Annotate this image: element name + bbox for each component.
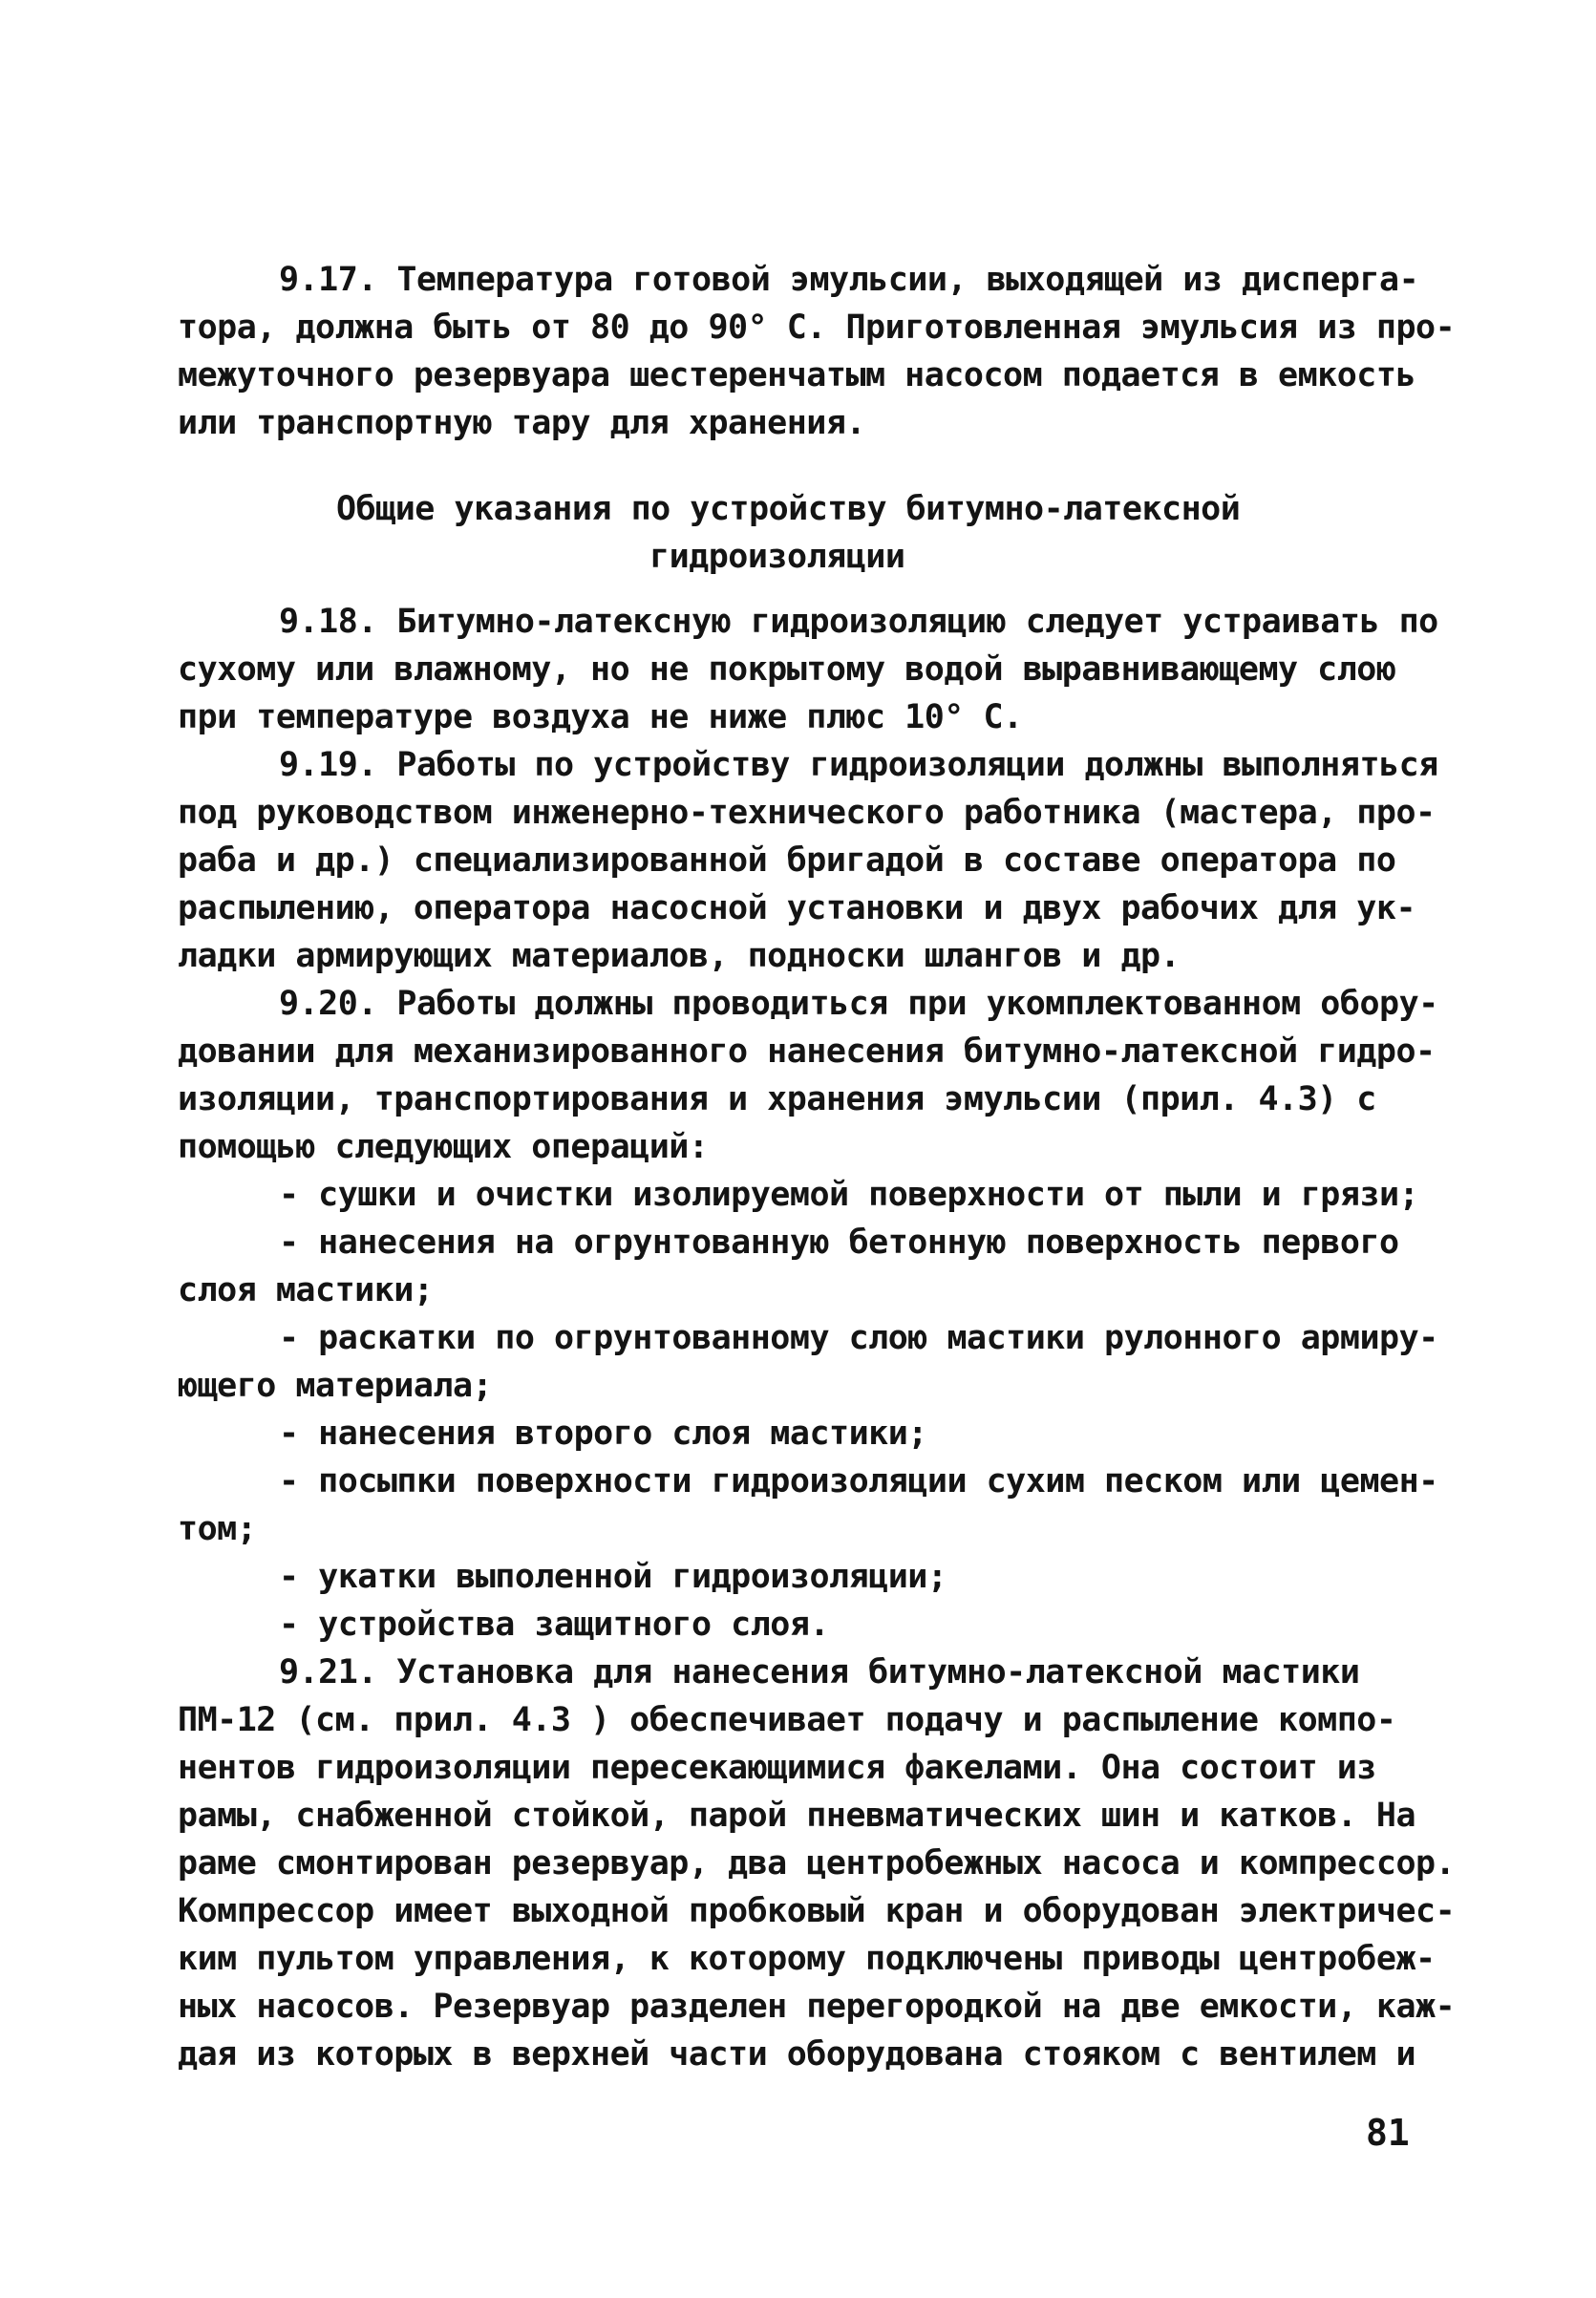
text-line: под руководством инженерно-технического работника (мастера, про-: [178, 794, 1436, 832]
text-line: ладки армирующих материалов, подноски шлангов и др.: [178, 937, 1181, 975]
text-line: раме смонтирован резервуар, два центробежных насоса и компрессор.: [178, 1844, 1456, 1883]
section-heading: гидроизоляции: [649, 538, 905, 576]
text-line: рамы, снабженной стойкой, парой пневматических шин и катков. На: [178, 1797, 1416, 1835]
list-item: - посыпки поверхности гидроизоляции сухим песком или цемен-: [279, 1462, 1438, 1500]
list-item: - раскатки по огрунтованному слою мастики рулонного армиру-: [279, 1319, 1438, 1357]
text-line: при температуре воздуха не ниже плюс 10° С.: [178, 698, 1023, 736]
text-line: изоляции, транспортирования и хранения эмульсии (прил. 4.3) с: [178, 1080, 1376, 1118]
text-line: межуточного резервуара шестеренчатым насосом подается в емкость: [178, 356, 1416, 394]
list-item: - укатки выполенной гидроизоляции;: [279, 1558, 947, 1596]
text-line: 9.18. Битумно-латексную гидроизоляцию следует устраивать по: [279, 603, 1438, 641]
text-line: том;: [178, 1510, 257, 1548]
text-line: или транспортную тару для хранения.: [178, 404, 866, 442]
text-line: помощью следующих операций:: [178, 1128, 709, 1166]
text-line: 9.21. Установка для нанесения битумно-латексной мастики: [279, 1653, 1360, 1692]
text-line: дая из которых в верхней части оборудована стояком с вентилем и: [178, 2035, 1416, 2074]
text-line: раба и др.) специализированной бригадой в составе оператора по: [178, 841, 1396, 880]
page-number: 81: [1366, 2112, 1410, 2154]
list-item: - сушки и очистки изолируемой поверхности от пыли и грязи;: [279, 1176, 1419, 1214]
text-line: ющего материала;: [178, 1367, 493, 1405]
text-line: 9.17. Температура готовой эмульсии, выходящей из дисперга-: [279, 261, 1419, 299]
text-line: 9.20. Работы должны проводиться при укомплектованном обору-: [279, 985, 1438, 1023]
text-line: нентов гидроизоляции пересекающимися факелами. Она состоит из: [178, 1749, 1376, 1787]
text-line: довании для механизированного нанесения битумно-латексной гидро-: [178, 1032, 1436, 1071]
text-line: распылению, оператора насосной установки и двух рабочих для ук-: [178, 889, 1416, 927]
list-item: - устройства защитного слоя.: [279, 1606, 830, 1644]
text-line: сухому или влажному, но не покрытому водой выравнивающему слою: [178, 650, 1396, 689]
text-line: ных насосов. Резервуар разделен перегородкой на две емкости, каж-: [178, 1988, 1456, 2026]
text-line: Компрессор имеет выходной пробковый кран и оборудован электричес-: [178, 1892, 1456, 1930]
list-item: - нанесения на огрунтованную бетонную поверхность первого: [279, 1223, 1399, 1262]
text-line: ПМ-12 (см. прил. 4.3 ) обеспечивает подачу и распыление компо-: [178, 1701, 1396, 1739]
text-line: 9.19. Работы по устройству гидроизоляции должны выполняться: [279, 746, 1438, 784]
text-line: слоя мастики;: [178, 1271, 434, 1309]
text-line: тора, должна быть от 80 до 90° С. Приготовленная эмульсия из про-: [178, 309, 1456, 347]
section-heading: Общие указания по устройству битумно-латексной: [336, 490, 1241, 528]
list-item: - нанесения второго слоя мастики;: [279, 1415, 927, 1453]
text-line: ким пультом управления, к которому подключены приводы центробеж-: [178, 1940, 1436, 1978]
